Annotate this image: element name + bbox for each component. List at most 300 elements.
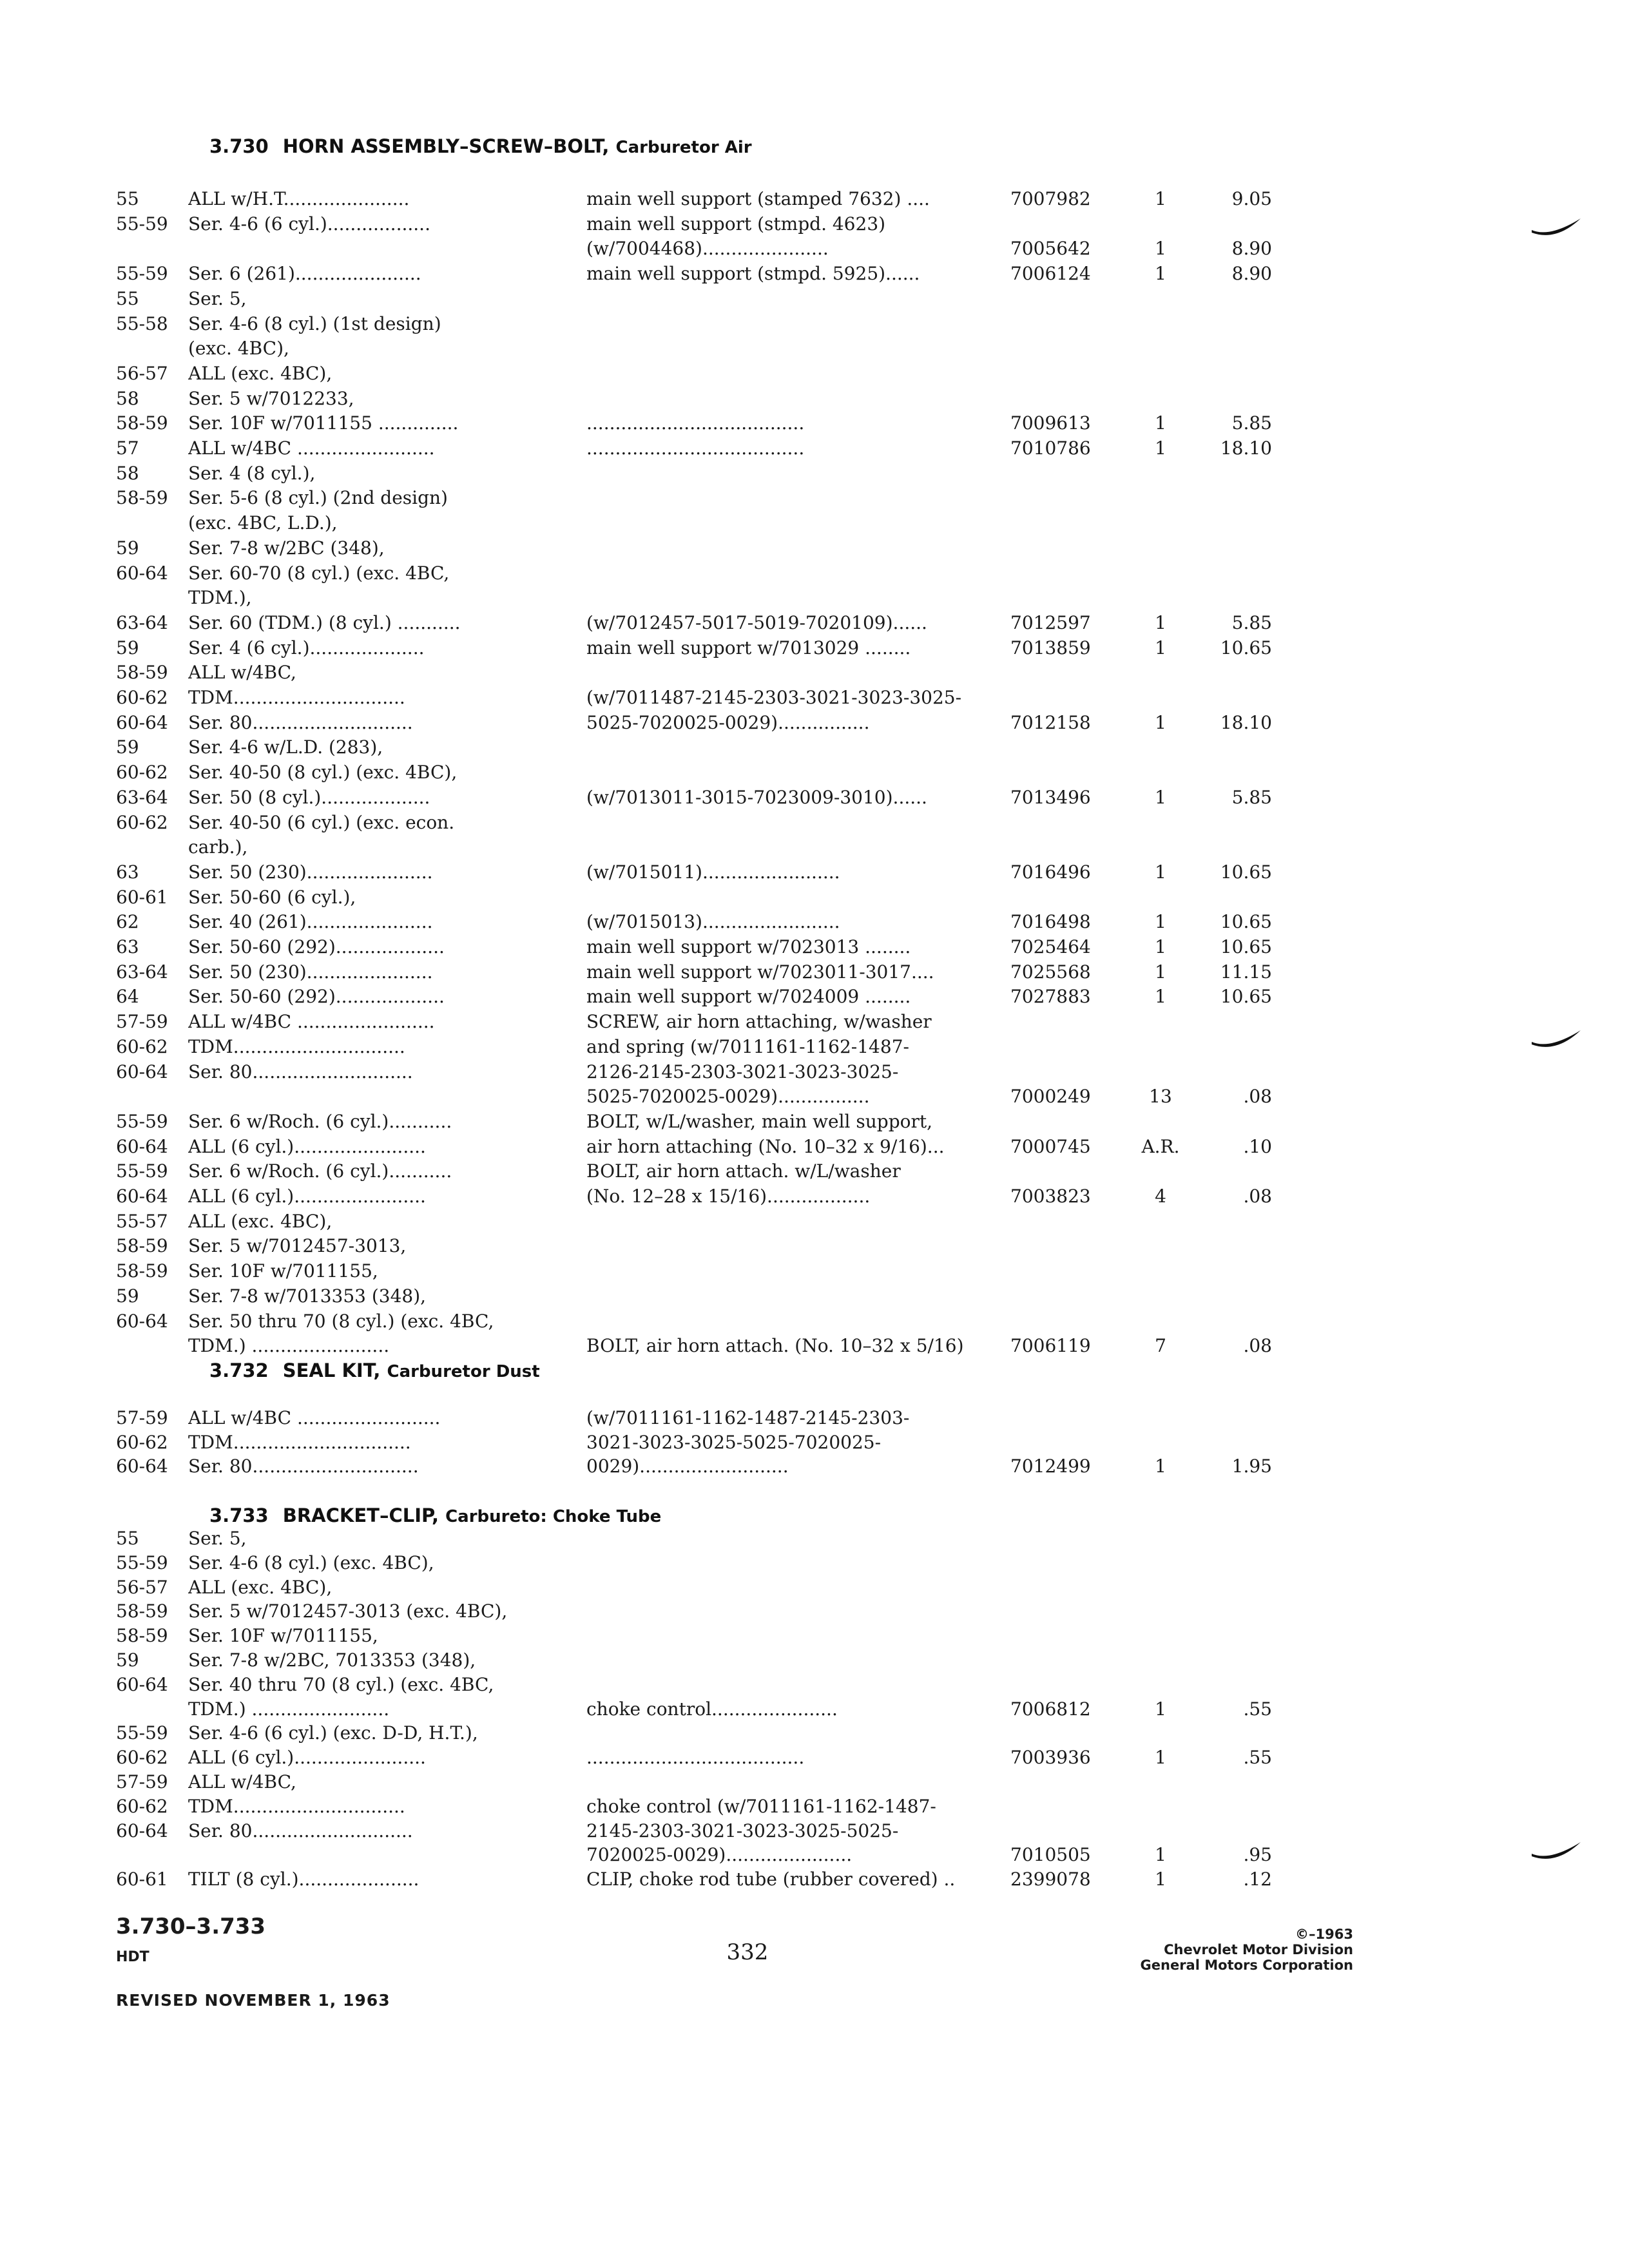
cell-models: TDM.............................. [188, 1795, 405, 1817]
cell-part: 7010505 [1010, 1844, 1091, 1866]
cell-desc: 2126-2145-2303-3021-3023-3025- [586, 1061, 899, 1082]
cell-qty: 1 [1155, 188, 1166, 209]
table-row [0, 1084, 1629, 1109]
cell-price: 5.85 [1231, 412, 1272, 434]
table-row [0, 1624, 1629, 1648]
table-row [0, 1599, 1629, 1624]
table-row [0, 411, 1629, 436]
cell-years: 58 [116, 462, 139, 484]
table-row [0, 1060, 1629, 1084]
cell-years: 55-59 [116, 1160, 168, 1182]
cell-models: ALL (6 cyl.)....................... [188, 1135, 426, 1157]
cell-models: Ser. 5-6 (8 cyl.) (2nd design) [188, 487, 448, 509]
cell-qty: 1 [1155, 412, 1166, 434]
cell-part: 7025568 [1010, 961, 1091, 983]
section-number: 3.733 [209, 1504, 269, 1526]
table-row [0, 486, 1629, 510]
cell-models: TDM.) ........................ [188, 1698, 390, 1720]
cell-models: Ser. 6 w/Roch. (6 cyl.)........... [188, 1160, 452, 1182]
cell-part: 7013496 [1010, 786, 1091, 808]
cell-part: 7003823 [1010, 1186, 1091, 1207]
cell-qty: 1 [1155, 1698, 1166, 1720]
cell-models: Ser. 4-6 (6 cyl.) (exc. D-D, H.T.), [188, 1722, 478, 1744]
cell-models: ALL w/4BC ........................ [188, 437, 435, 459]
cell-price: .08 [1243, 1335, 1272, 1357]
cell-models: Ser. 5, [188, 287, 247, 309]
cell-years: 55 [116, 188, 139, 209]
table-row [0, 1867, 1629, 1892]
section-subtitle: Carburetor Dust [387, 1362, 540, 1381]
footer-section-range: 3.730–3.733 [116, 1914, 266, 1939]
cell-years: 58-59 [116, 487, 168, 509]
table-row [0, 1035, 1629, 1059]
cell-part: 7012499 [1010, 1456, 1091, 1477]
cell-models: Ser. 80............................ [188, 711, 413, 733]
revised-date: REVISED NOVEMBER 1, 1963 [116, 1991, 390, 2010]
table-row [0, 536, 1629, 561]
cell-models: Ser. 80............................ [188, 1820, 413, 1841]
cell-years: 63-64 [116, 611, 168, 633]
cell-part: 7025464 [1010, 936, 1091, 957]
cell-models: (exc. 4BC, L.D.), [188, 512, 338, 534]
cell-qty: 1 [1155, 961, 1166, 983]
cell-models: Ser. 40-50 (8 cyl.) (exc. 4BC), [188, 762, 458, 783]
cell-price: 10.65 [1220, 986, 1272, 1008]
cell-desc: choke control...................... [586, 1698, 838, 1720]
cell-desc: main well support w/7023013 ........ [586, 936, 911, 957]
table-row [0, 361, 1629, 386]
cell-price: .10 [1243, 1135, 1272, 1157]
cell-models: Ser. 50 (230)...................... [188, 861, 433, 883]
cell-desc: ...................................... [586, 437, 805, 459]
cell-models: Ser. 40 (261)...................... [188, 911, 433, 933]
cell-desc: BOLT, air horn attach. (No. 10–32 x 5/16) [586, 1335, 964, 1357]
cell-models: TDM.............................. [188, 687, 405, 708]
section-title: SEAL KIT, [282, 1360, 381, 1381]
table-row [0, 461, 1629, 486]
cell-desc: (w/7015013)........................ [586, 911, 840, 933]
cell-part: 7012158 [1010, 711, 1091, 733]
cell-desc: main well support w/7013029 ........ [586, 637, 911, 658]
cell-part: 7006124 [1010, 263, 1091, 285]
cell-part: 7005642 [1010, 238, 1091, 260]
table-row [0, 1184, 1629, 1209]
table-row [0, 1334, 1629, 1358]
cell-years: 55-58 [116, 312, 168, 334]
cell-years: 63-64 [116, 786, 168, 808]
cell-part: 7016498 [1010, 911, 1091, 933]
table-row [0, 910, 1629, 934]
cell-desc: ...................................... [586, 412, 805, 434]
cell-qty: 1 [1155, 611, 1166, 633]
cell-desc: and spring (w/7011161-1162-1487- [586, 1035, 909, 1057]
cell-part: 7012597 [1010, 611, 1091, 633]
cell-years: 60-64 [116, 1310, 168, 1332]
cell-years: 63 [116, 936, 139, 957]
cell-years: 60-62 [116, 1035, 168, 1057]
table-row [0, 436, 1629, 461]
table-row [0, 1110, 1629, 1134]
margin-binding-mark [1530, 216, 1582, 242]
cell-price: .55 [1243, 1698, 1272, 1720]
section-number: 3.730 [209, 135, 269, 157]
cell-years: 55-59 [116, 213, 168, 235]
table-row [0, 1575, 1629, 1600]
cell-years: 62 [116, 911, 139, 933]
cell-desc: (w/7015011)........................ [586, 861, 840, 883]
cell-models: TILT (8 cyl.)..................... [188, 1869, 419, 1890]
cell-years: 58-59 [116, 1260, 168, 1282]
cell-desc: BOLT, air horn attach. w/L/washer [586, 1160, 901, 1182]
table-row [0, 262, 1629, 286]
cell-price: .08 [1243, 1086, 1272, 1108]
cell-years: 60-64 [116, 711, 168, 733]
cell-price: 5.85 [1231, 611, 1272, 633]
cell-price: .12 [1243, 1869, 1272, 1890]
cell-years: 58-59 [116, 1600, 168, 1622]
table-row [0, 885, 1629, 910]
cell-desc: (w/7011487-2145-2303-3021-3023-3025- [586, 687, 962, 708]
cell-models: Ser. 10F w/7011155, [188, 1625, 378, 1647]
cell-qty: 1 [1155, 786, 1166, 808]
cell-models: carb.), [188, 836, 248, 858]
cell-desc: (w/7012457-5017-5019-7020109)...... [586, 611, 927, 633]
cell-models: ALL w/H.T...................... [188, 188, 410, 209]
table-row [0, 1697, 1629, 1722]
footer-publisher [1070, 1927, 1353, 1973]
table-row [0, 860, 1629, 885]
cell-years: 60-64 [116, 1186, 168, 1207]
table-row [0, 1551, 1629, 1575]
table-row [0, 287, 1629, 311]
cell-price: 10.65 [1220, 936, 1272, 957]
cell-price: 18.10 [1220, 437, 1272, 459]
cell-desc: 2145-2303-3021-3023-3025-5025- [586, 1820, 899, 1841]
cell-desc: (w/7004468)...................... [586, 238, 829, 260]
cell-years: 59 [116, 537, 139, 559]
cell-years: 55-59 [116, 1110, 168, 1132]
table-row [0, 811, 1629, 835]
table-row [0, 1430, 1629, 1455]
cell-models: TDM.) ........................ [188, 1335, 390, 1357]
cell-qty: 1 [1155, 1747, 1166, 1769]
cell-years: 60-61 [116, 886, 168, 908]
cell-part: 7016496 [1010, 861, 1091, 883]
cell-years: 58-59 [116, 1625, 168, 1647]
cell-desc: (w/7011161-1162-1487-2145-2303- [586, 1407, 910, 1428]
section-subtitle: Carbureto: Choke Tube [445, 1507, 662, 1526]
table-row [0, 1284, 1629, 1309]
cell-price: 1.95 [1231, 1456, 1272, 1477]
cell-years: 57-59 [116, 1771, 168, 1792]
cell-models: Ser. 5 w/7012457-3013, [188, 1235, 407, 1257]
footer-corporation: General Motors Corporation [1140, 1957, 1353, 1973]
cell-qty: 1 [1155, 986, 1166, 1008]
margin-binding-mark [1530, 1028, 1582, 1053]
cell-years: 55-59 [116, 1722, 168, 1744]
cell-part: 7000745 [1010, 1135, 1091, 1157]
cell-models: ALL (exc. 4BC), [188, 1576, 333, 1598]
table-row [0, 1745, 1629, 1770]
cell-years: 60-64 [116, 1673, 168, 1695]
cell-price: 9.05 [1231, 188, 1272, 209]
cell-years: 60-64 [116, 562, 168, 584]
table-row [0, 1259, 1629, 1283]
table-row [0, 935, 1629, 959]
cell-years: 58-59 [116, 412, 168, 434]
cell-desc: BOLT, w/L/washer, main well support, [586, 1110, 933, 1132]
cell-models: Ser. 5, [188, 1528, 247, 1549]
cell-models: Ser. 7-8 w/7013353 (348), [188, 1285, 427, 1307]
cell-desc: 3021-3023-3025-5025-7020025- [586, 1431, 882, 1453]
cell-part: 7003936 [1010, 1747, 1091, 1769]
cell-models: Ser. 10F w/7011155, [188, 1260, 378, 1282]
cell-models: ALL w/4BC, [188, 662, 296, 684]
cell-years: 60-62 [116, 1431, 168, 1453]
cell-models: Ser. 50 thru 70 (8 cyl.) (exc. 4BC, [188, 1310, 494, 1332]
cell-years: 58-59 [116, 1235, 168, 1257]
cell-years: 63-64 [116, 961, 168, 983]
cell-desc: main well support w/7024009 ........ [586, 986, 911, 1008]
cell-desc: 7020025-0029)...................... [586, 1844, 853, 1866]
table-row [0, 1309, 1629, 1334]
table-row [0, 1526, 1629, 1551]
cell-desc: (No. 12–28 x 15/16).................. [586, 1186, 871, 1207]
table-row [0, 312, 1629, 336]
cell-models: Ser. 4-6 w/L.D. (283), [188, 736, 383, 758]
table-row [0, 1819, 1629, 1843]
cell-part: 2399078 [1010, 1869, 1091, 1890]
cell-years: 55-59 [116, 263, 168, 285]
cell-qty: 1 [1155, 1869, 1166, 1890]
cell-price: 5.85 [1231, 786, 1272, 808]
footer-code: HDT [116, 1949, 149, 1965]
table-row [0, 1794, 1629, 1819]
table-row [0, 760, 1629, 785]
cell-part: 7013859 [1010, 637, 1091, 658]
table-row [0, 1159, 1629, 1184]
cell-models: ALL (6 cyl.)....................... [188, 1747, 426, 1769]
cell-part: 7000249 [1010, 1086, 1091, 1108]
cell-years: 60-62 [116, 811, 168, 833]
cell-years: 60-62 [116, 1747, 168, 1769]
section-heading-3-733 [209, 1504, 661, 1526]
cell-price: 18.10 [1220, 711, 1272, 733]
cell-qty: 1 [1155, 637, 1166, 658]
section-heading-3-732 [209, 1360, 540, 1381]
cell-years: 55-59 [116, 1552, 168, 1573]
cell-qty: 1 [1155, 238, 1166, 260]
table-row [0, 1010, 1629, 1034]
cell-qty: A.R. [1141, 1135, 1180, 1157]
table-row [0, 187, 1629, 211]
cell-years: 59 [116, 736, 139, 758]
cell-price: .95 [1243, 1844, 1272, 1866]
cell-models: ALL (exc. 4BC), [188, 362, 333, 384]
cell-models: TDM.), [188, 587, 252, 609]
cell-models: Ser. 4 (8 cyl.), [188, 462, 316, 484]
cell-years: 63 [116, 861, 139, 883]
table-row [0, 985, 1629, 1009]
cell-part: 7006119 [1010, 1335, 1091, 1357]
cell-models: Ser. 50-60 (292)................... [188, 986, 445, 1008]
cell-years: 60-62 [116, 687, 168, 708]
cell-desc: CLIP, choke rod tube (rubber covered) .. [586, 1869, 956, 1890]
table-row [0, 835, 1629, 860]
table-row [0, 1673, 1629, 1697]
cell-years: 60-62 [116, 1795, 168, 1817]
cell-qty: 4 [1155, 1186, 1166, 1207]
cell-years: 55-57 [116, 1210, 168, 1232]
cell-models: ALL w/4BC, [188, 1771, 296, 1792]
cell-years: 57-59 [116, 1407, 168, 1428]
margin-binding-mark [1530, 1840, 1582, 1865]
cell-desc: 5025-7020025-0029)................ [586, 711, 870, 733]
section-number: 3.732 [209, 1360, 269, 1381]
cell-models: Ser. 5 w/7012457-3013 (exc. 4BC), [188, 1600, 508, 1622]
cell-desc: SCREW, air horn attaching, w/washer [586, 1011, 932, 1033]
cell-models: Ser. 40-50 (6 cyl.) (exc. econ. [188, 811, 455, 833]
cell-models: ALL w/4BC ......................... [188, 1407, 441, 1428]
cell-years: 60-64 [116, 1456, 168, 1477]
table-row [0, 212, 1629, 236]
cell-years: 60-62 [116, 762, 168, 783]
cell-part: 7010786 [1010, 437, 1091, 459]
cell-years: 56-57 [116, 362, 168, 384]
cell-desc: main well support (stamped 7632) .... [586, 188, 930, 209]
cell-price: 10.65 [1220, 861, 1272, 883]
cell-qty: 13 [1149, 1086, 1172, 1108]
table-row [0, 561, 1629, 586]
table-row [0, 636, 1629, 660]
cell-years: 57-59 [116, 1011, 168, 1033]
cell-price: 10.65 [1220, 911, 1272, 933]
cell-models: ALL (exc. 4BC), [188, 1210, 333, 1232]
cell-models: ALL (6 cyl.)....................... [188, 1186, 426, 1207]
table-row [0, 336, 1629, 361]
cell-desc: main well support w/7023011-3017.... [586, 961, 934, 983]
cell-models: Ser. 80............................ [188, 1061, 413, 1082]
cell-models: Ser. 7-8 w/2BC (348), [188, 537, 385, 559]
cell-models: ALL w/4BC ........................ [188, 1011, 435, 1033]
cell-price: 11.15 [1220, 961, 1272, 983]
page-number: 332 [726, 1939, 769, 1965]
cell-models: Ser. 4-6 (8 cyl.) (1st design) [188, 312, 441, 334]
cell-years: 64 [116, 986, 139, 1008]
cell-qty: 7 [1155, 1335, 1166, 1357]
table-row [0, 1135, 1629, 1159]
cell-qty: 1 [1155, 1456, 1166, 1477]
table-row [0, 1843, 1629, 1867]
cell-models: Ser. 6 (261)...................... [188, 263, 421, 285]
section-subtitle: Carburetor Air [615, 138, 752, 157]
table-row [0, 1721, 1629, 1745]
cell-models: Ser. 50-60 (292)................... [188, 936, 445, 957]
cell-qty: 1 [1155, 711, 1166, 733]
cell-years: 55 [116, 287, 139, 309]
cell-models: TDM.............................. [188, 1035, 405, 1057]
cell-years: 59 [116, 1649, 139, 1671]
cell-years: 59 [116, 637, 139, 658]
cell-desc: (w/7013011-3015-7023009-3010)...... [586, 786, 927, 808]
cell-models: Ser. 4-6 (8 cyl.) (exc. 4BC), [188, 1552, 434, 1573]
section-title: HORN ASSEMBLY–SCREW–BOLT, [282, 135, 610, 157]
cell-years: 58 [116, 387, 139, 409]
cell-models: Ser. 50 (8 cyl.)................... [188, 786, 430, 808]
cell-years: 57 [116, 437, 139, 459]
cell-models: Ser. 10F w/7011155 .............. [188, 412, 459, 434]
cell-years: 55 [116, 1528, 139, 1549]
cell-years: 60-64 [116, 1135, 168, 1157]
table-row [0, 1209, 1629, 1234]
cell-desc: 0029).......................... [586, 1456, 789, 1477]
cell-years: 60-64 [116, 1061, 168, 1082]
cell-years: 60-64 [116, 1820, 168, 1841]
cell-desc: main well support (stmpd. 4623) [586, 213, 886, 235]
cell-qty: 1 [1155, 437, 1166, 459]
cell-part: 7027883 [1010, 986, 1091, 1008]
table-row [0, 1234, 1629, 1258]
cell-models: Ser. 6 w/Roch. (6 cyl.)........... [188, 1110, 452, 1132]
cell-part: 7007982 [1010, 188, 1091, 209]
cell-models: (exc. 4BC), [188, 338, 289, 360]
table-row [0, 611, 1629, 635]
table-row [0, 735, 1629, 760]
table-row [0, 686, 1629, 710]
cell-models: Ser. 4-6 (6 cyl.).................. [188, 213, 430, 235]
table-row [0, 785, 1629, 810]
cell-models: Ser. 5 w/7012233, [188, 387, 354, 409]
cell-models: Ser. 80............................. [188, 1456, 419, 1477]
cell-years: 58-59 [116, 662, 168, 684]
cell-price: .08 [1243, 1186, 1272, 1207]
cell-qty: 1 [1155, 1844, 1166, 1866]
cell-models: Ser. 50-60 (6 cyl.), [188, 886, 356, 908]
cell-desc: ...................................... [586, 1747, 805, 1769]
cell-qty: 1 [1155, 911, 1166, 933]
cell-models: Ser. 7-8 w/2BC, 7013353 (348), [188, 1649, 476, 1671]
footer-division: Chevrolet Motor Division [1164, 1942, 1353, 1957]
cell-years: 59 [116, 1285, 139, 1307]
cell-price: 8.90 [1231, 263, 1272, 285]
table-row [0, 236, 1629, 261]
cell-desc: air horn attaching (No. 10–32 x 9/16)... [586, 1135, 945, 1157]
cell-qty: 1 [1155, 263, 1166, 285]
table-row [0, 586, 1629, 610]
table-row [0, 387, 1629, 411]
section-title: BRACKET–CLIP, [282, 1504, 439, 1526]
cell-desc: main well support (stmpd. 5925)...... [586, 263, 920, 285]
cell-models: Ser. 40 thru 70 (8 cyl.) (exc. 4BC, [188, 1673, 494, 1695]
section-heading-3-730 [209, 135, 752, 157]
cell-part: 7006812 [1010, 1698, 1091, 1720]
cell-qty: 1 [1155, 861, 1166, 883]
cell-price: .55 [1243, 1747, 1272, 1769]
cell-models: Ser. 50 (230)...................... [188, 961, 433, 983]
cell-models: Ser. 60-70 (8 cyl.) (exc. 4BC, [188, 562, 450, 584]
cell-price: 10.65 [1220, 637, 1272, 658]
table-row [0, 511, 1629, 535]
cell-desc: 5025-7020025-0029)................ [586, 1086, 870, 1108]
cell-years: 56-57 [116, 1576, 168, 1598]
table-row [0, 660, 1629, 685]
cell-models: TDM............................... [188, 1431, 411, 1453]
table-row [0, 1648, 1629, 1673]
table-row [0, 711, 1629, 735]
cell-models: Ser. 60 (TDM.) (8 cyl.) ........... [188, 611, 461, 633]
table-row [0, 1770, 1629, 1794]
cell-models: Ser. 4 (6 cyl.).................... [188, 637, 425, 658]
